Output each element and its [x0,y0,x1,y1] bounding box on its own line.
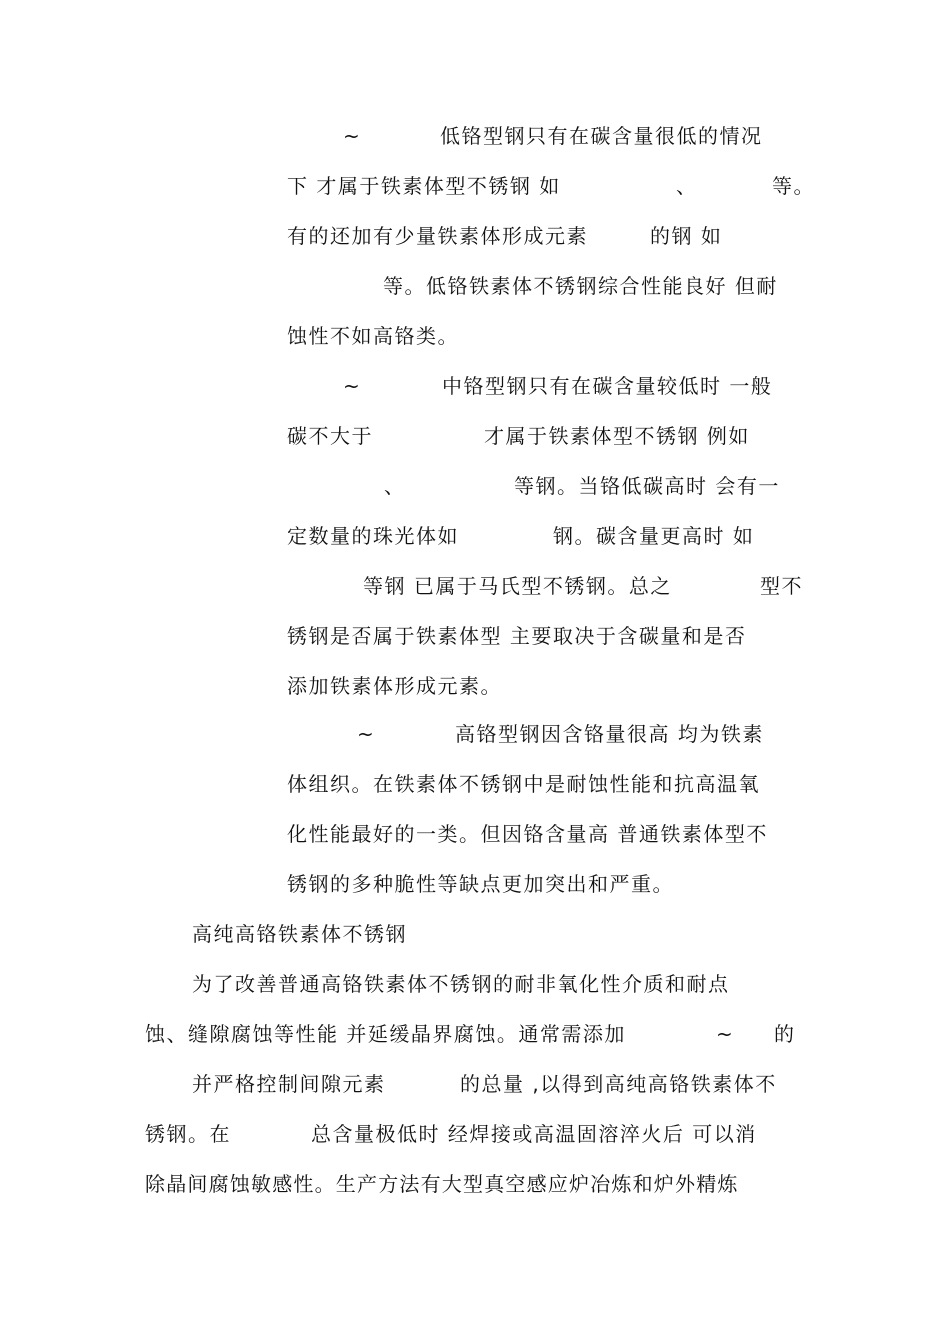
text-line: 锈钢是否属于铁素体型 主要取决于含碳量和是否 [287,624,747,648]
text-line: 蚀、缝隙腐蚀等性能 并延缓晶界腐蚀。通常需添加 [145,1022,626,1046]
text-line: 总含量极低时 经焊接或高温固溶淬火后 可以消 [311,1122,757,1146]
text-line: 锈钢。在 [145,1122,231,1146]
text-line: 碳不大于 [287,424,373,448]
text-line: 中铬型钢只有在碳含量较低时 一般 [442,374,773,398]
text-line: 锈钢的多种脆性等缺点更加突出和严重。 [287,872,674,896]
text-line: 的总量 ,以得到高纯高铬铁素体不 [460,1072,777,1096]
text-line: 并严格控制间隙元素 [192,1072,386,1096]
text-line: 添加铁素体形成元素。 [287,674,502,698]
text-line: 、 [676,174,698,198]
text-line: ~ [343,124,362,148]
text-line: ~ [343,374,362,398]
text-line: 蚀性不如高铬类。 [287,324,459,348]
text-line: 、 [384,474,406,498]
section-heading: 高纯高铬铁素体不锈钢 [192,922,407,946]
text-line: 等钢 已属于马氏型不锈钢。总之 [363,574,672,598]
text-line: 定数量的珠光体如 [287,524,459,548]
text-line: 的 [774,1022,796,1046]
text-line: 等。低铬铁素体不锈钢综合性能良好 但耐 [383,274,778,298]
text-line: 化性能最好的一类。但因铬含量高 普通铁素体型不 [287,822,768,846]
text-line: 高铬型钢因含铬量很高 均为铁素 [455,722,764,746]
text-line: 有的还加有少量铁素体形成元素 [287,224,588,248]
text-line: 钢。碳含量更高时 如 [553,524,755,548]
text-line: 才属于铁素体型不锈钢 例如 [484,424,750,448]
text-line: 等钢。当铬低碳高时 会有一 [514,474,780,498]
text-line: 除晶间腐蚀敏感性。生产方法有大型真空感应炉冶炼和炉外精炼 [145,1172,739,1196]
text-line: 低铬型钢只有在碳含量很低的情况 [440,124,763,148]
text-line: ~ [716,1022,735,1046]
text-line: 下 才属于铁素体型不锈钢 如 [287,174,561,198]
text-line: 的钢 如 [650,224,723,248]
text-line: 为了改善普通高铬铁素体不锈钢的耐非氧化性介质和耐点 [192,972,730,996]
text-line: ~ [357,722,376,746]
text-line: 体组织。在铁素体不锈钢中是耐蚀性能和抗高温氧 [287,772,760,796]
text-line: 型不 [760,574,803,598]
text-line: 等。 [772,174,815,198]
